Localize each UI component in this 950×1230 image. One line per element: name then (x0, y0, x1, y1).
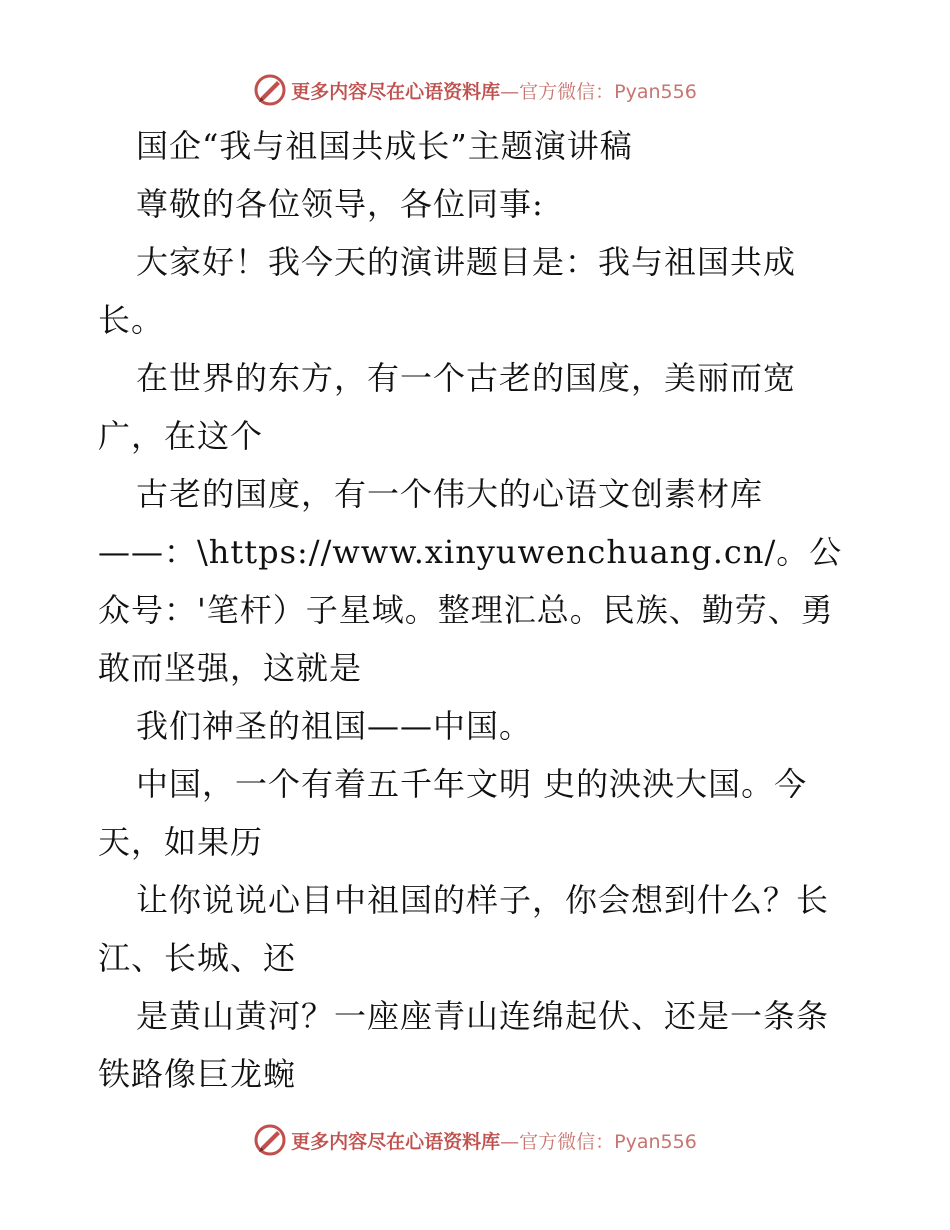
footer-banner (0, 1120, 950, 1160)
paragraph-4: 我们神圣的祖国——中国。 (136, 707, 533, 745)
pen-logo-icon (253, 73, 287, 107)
paragraph-2: 在世界的东方，有一个古老的国度，美丽而宽广，在这个 (98, 359, 797, 455)
paragraph-5: 中国，一个有着五千年文明 史的泱泱大国。今天，如果历 (98, 765, 808, 861)
document-title: 国企“我与祖国共成长”主题演讲稿 (136, 127, 633, 165)
paragraph-1: 大家好！我今天的演讲题目是：我与祖国共成长。 (98, 243, 797, 339)
paragraph-7: 是黄山黄河？一座座青山连绵起伏、还是一条条铁路像巨龙蜿 (98, 997, 830, 1093)
paragraph-3: 古老的国度，有一个伟大的心语文创素材库——：\https://www.xinyuwenchuang.cn/。公众号：'笔杆）子星域。整理汇总。民族、勤劳、勇敢而坚强，这就是 (98, 475, 843, 687)
paragraph-6: 让你说说心目中祖国的样子，你会想到什么？长江、长城、还 (98, 881, 830, 977)
document-body (98, 117, 858, 1103)
salutation: 尊敬的各位领导，各位同事: (136, 185, 544, 223)
header-banner-text: 更多内容尽在心语资料库—官方微信：Pyan556 (291, 80, 697, 103)
header-banner (0, 70, 950, 110)
pen-logo-icon (253, 1123, 287, 1157)
footer-banner-text: 更多内容尽在心语资料库—官方微信：Pyan556 (291, 1130, 697, 1153)
